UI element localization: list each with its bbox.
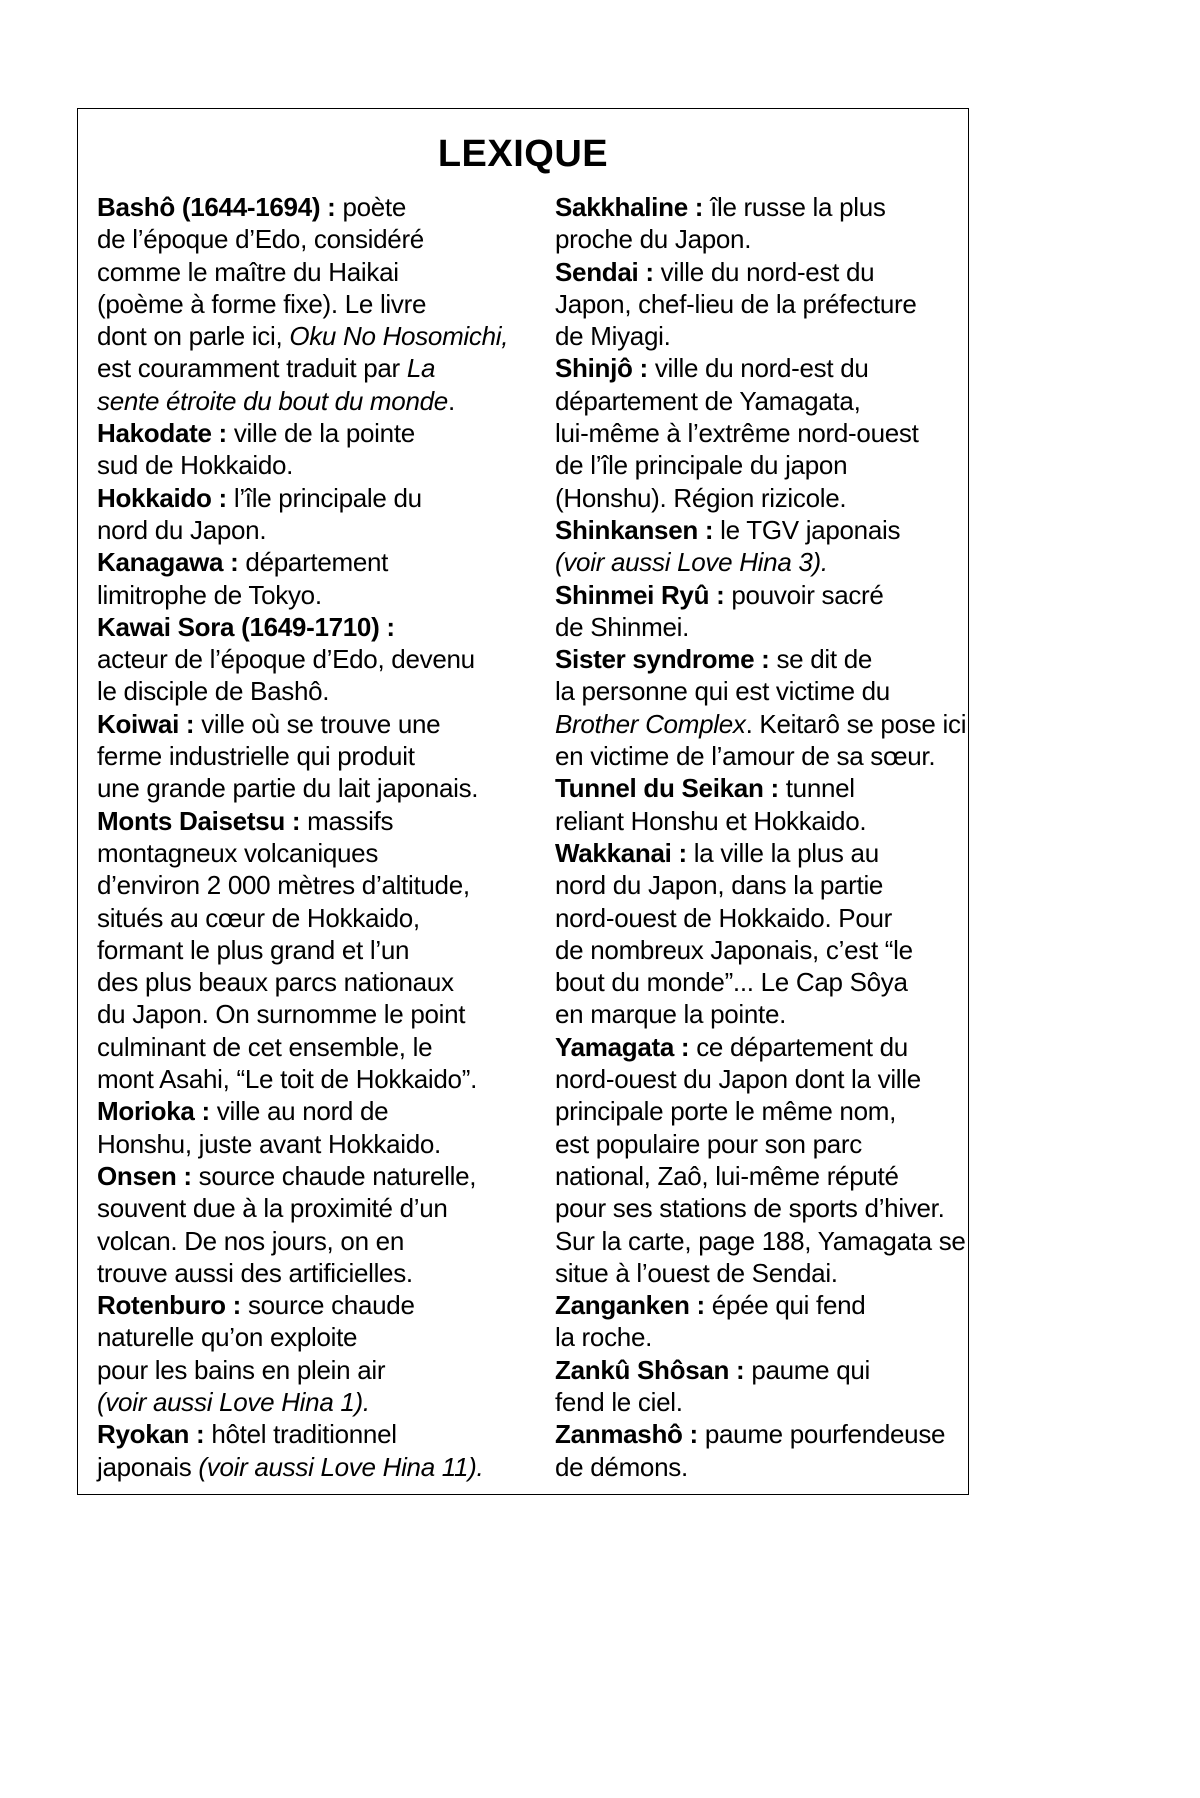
text-line <box>555 643 965 675</box>
text-line <box>555 256 965 288</box>
italic-text: (voir aussi Love Hina 3). <box>555 547 828 578</box>
text-line <box>555 1257 965 1289</box>
entry-text: département de Yamagata, <box>555 385 861 416</box>
text-line <box>97 805 537 837</box>
entry-text: est populaire pour son parc <box>555 1128 862 1159</box>
text-line <box>555 1321 965 1353</box>
right-column <box>555 191 965 1483</box>
entry-text: de l’époque d’Edo, considéré <box>97 224 424 255</box>
text-line <box>97 288 537 320</box>
entry-term: Zanganken : <box>555 1290 705 1321</box>
entry-text: pouvoir sacré <box>724 579 884 610</box>
text-line <box>97 385 537 417</box>
entry-text: ville de la pointe <box>226 418 415 449</box>
text-line <box>555 1289 965 1321</box>
entry-term: Sakkhaline : <box>555 192 704 222</box>
text-line <box>555 1451 965 1483</box>
text-line <box>97 1063 537 1095</box>
entry-text: situés au cœur de Hokkaido, <box>97 902 420 933</box>
entry-text: le disciple de Bashô. <box>97 676 330 707</box>
entry-term: Yamagata : <box>555 1031 690 1062</box>
text-line <box>555 740 965 772</box>
text-line <box>97 352 537 384</box>
text-line <box>97 320 537 352</box>
entry-text: . <box>447 385 455 416</box>
text-line <box>97 546 537 578</box>
entry-term: Kawai Sora (1649-1710) : <box>97 611 395 642</box>
entry-term: Koiwai : <box>97 708 195 739</box>
text-line <box>555 1095 965 1127</box>
text-line <box>555 514 965 546</box>
text-line <box>555 579 965 611</box>
text-line <box>97 966 537 998</box>
text-line <box>555 320 965 352</box>
text-line <box>555 1418 965 1450</box>
text-line <box>97 708 537 740</box>
text-line <box>555 1225 965 1257</box>
text-line <box>97 1386 537 1418</box>
entry-term: Morioka : <box>97 1096 210 1127</box>
text-line <box>555 1128 965 1160</box>
text-line <box>555 1386 965 1418</box>
entry-text: ville au nord de <box>209 1096 389 1127</box>
entry-text: lui-même à l’extrême nord-ouest <box>555 418 919 449</box>
entry-text: national, Zaô, lui-même réputé <box>555 1160 899 1191</box>
text-line <box>555 449 965 481</box>
text-line <box>555 288 965 320</box>
entry-text: . Keitarô se pose ici <box>745 708 967 739</box>
entry-text: tunnel <box>778 773 855 804</box>
entry-term: Tunnel du Seikan : <box>555 773 779 804</box>
entry-text: culminant de cet ensemble, le <box>97 1031 433 1062</box>
entry-text: nord du Japon, dans la partie <box>555 870 884 901</box>
text-line <box>97 256 537 288</box>
text-line <box>555 546 965 578</box>
entry-text: limitrophe de Tokyo. <box>97 579 322 610</box>
entry-term: Shinjô : <box>555 353 648 384</box>
entry-term: Sister syndrome : <box>555 644 770 675</box>
italic-text: Brother Complex <box>555 708 746 739</box>
entry-text: volcan. De nos jours, on en <box>97 1225 404 1256</box>
entry-text: hôtel traditionnel <box>204 1419 397 1450</box>
entry-text: souvent due à la proximité d’un <box>97 1193 448 1224</box>
text-line <box>555 902 965 934</box>
text-line <box>97 1160 537 1192</box>
entry-text: naturelle qu’on exploite <box>97 1322 358 1353</box>
entry-text: du Japon. On surnomme le point <box>97 999 466 1030</box>
italic-text: La <box>406 353 436 384</box>
text-line <box>555 837 965 869</box>
entry-term: Kanagawa : <box>97 547 239 578</box>
text-line <box>555 708 965 740</box>
text-line <box>97 1128 537 1160</box>
entry-text: est couramment traduit par <box>97 353 407 384</box>
entry-term: Rotenburo : <box>97 1290 242 1321</box>
text-line <box>97 579 537 611</box>
entry-text: l’île principale du <box>226 482 422 513</box>
entry-text: comme le maître du Haikai <box>97 256 399 287</box>
entry-term: Sendai : <box>555 256 654 287</box>
text-line <box>97 1289 537 1321</box>
text-line <box>97 643 537 675</box>
entry-term: Hakodate : <box>97 418 227 449</box>
text-line <box>555 998 965 1030</box>
entry-text: nord du Japon. <box>97 514 267 545</box>
text-line <box>555 966 965 998</box>
text-line <box>555 1354 965 1386</box>
entry-text: la ville la plus au <box>686 837 879 868</box>
entry-text: épée qui fend <box>704 1290 866 1321</box>
text-line <box>555 1031 965 1063</box>
entry-text: situe à l’ouest de Sendai. <box>555 1257 838 1288</box>
text-line <box>555 1160 965 1192</box>
entry-text: le TGV japonais <box>713 514 901 545</box>
entry-term: Onsen : <box>97 1160 192 1191</box>
entry-text: d’environ 2 000 mètres d’altitude, <box>97 870 470 901</box>
entry-text: de démons. <box>555 1451 688 1482</box>
entry-term: Bashô (1644-1694) : <box>97 192 336 222</box>
entry-term: Shinmei Ryû : <box>555 579 725 610</box>
text-line <box>97 191 537 223</box>
entry-text: (poème à forme fixe). Le livre <box>97 288 427 319</box>
entry-text: acteur de l’époque d’Edo, devenu <box>97 644 475 675</box>
italic-text: (voir aussi Love Hina 11). <box>198 1451 484 1482</box>
entry-text: sud de Hokkaido. <box>97 450 294 481</box>
entry-text: de nombreux Japonais, c’est “le <box>555 934 913 965</box>
entry-text: ferme industrielle qui produit <box>97 741 415 772</box>
text-line <box>97 1192 537 1224</box>
text-line <box>97 1225 537 1257</box>
text-line <box>555 352 965 384</box>
text-line <box>97 223 537 255</box>
text-line <box>97 740 537 772</box>
entry-text: mont Asahi, “Le toit de Hokkaido”. <box>97 1064 478 1095</box>
entry-text: paume qui <box>744 1354 871 1385</box>
text-line <box>555 869 965 901</box>
italic-text: sente étroite du bout du monde <box>97 385 448 416</box>
text-line <box>555 385 965 417</box>
entry-text: ville du nord-est du <box>647 353 869 384</box>
entry-text: de Miyagi. <box>555 321 671 352</box>
left-column <box>97 191 537 1483</box>
entry-text: nord-ouest du Japon dont la ville <box>555 1064 921 1095</box>
page-title: LEXIQUE <box>437 133 609 175</box>
entry-text: se dit de <box>769 644 873 675</box>
text-line <box>97 675 537 707</box>
entry-text: une grande partie du lait japonais. <box>97 773 479 804</box>
text-line <box>97 482 537 514</box>
text-line <box>97 869 537 901</box>
text-line <box>97 998 537 1030</box>
entry-text: nord-ouest de Hokkaido. Pour <box>555 902 893 933</box>
entry-text: dont on parle ici, <box>97 321 290 352</box>
text-line <box>97 772 537 804</box>
entry-term: Zankû Shôsan : <box>555 1354 745 1385</box>
entry-text: département <box>238 547 389 578</box>
entry-text: de Shinmei. <box>555 611 689 642</box>
entry-text: pour les bains en plein air <box>97 1354 386 1385</box>
entry-text: en marque la pointe. <box>555 999 787 1030</box>
text-line <box>555 934 965 966</box>
entry-text: reliant Honshu et Hokkaido. <box>555 805 867 836</box>
text-line <box>97 1257 537 1289</box>
entry-text: pour ses stations de sports d’hiver. <box>555 1193 945 1224</box>
text-line <box>97 1451 537 1483</box>
entry-text: ville du nord-est du <box>653 256 875 287</box>
entry-term: Ryokan : <box>97 1419 205 1450</box>
text-line <box>555 611 965 643</box>
entry-text: montagneux volcaniques <box>97 837 379 868</box>
entry-text: fend le ciel. <box>555 1386 683 1417</box>
text-line <box>97 1321 537 1353</box>
entry-term: Monts Daisetsu : <box>97 805 301 836</box>
text-line <box>97 417 537 449</box>
entry-text: japonais <box>97 1451 199 1482</box>
entry-text: massifs <box>300 805 394 836</box>
text-line <box>555 482 965 514</box>
text-line <box>97 934 537 966</box>
text-line <box>97 1418 537 1450</box>
entry-text: île russe la plus <box>703 192 886 222</box>
text-line <box>97 1031 537 1063</box>
text-line <box>555 191 965 223</box>
entry-term: Wakkanai : <box>555 837 687 868</box>
italic-text: Oku No Hosomichi, <box>289 321 509 352</box>
text-line <box>555 1063 965 1095</box>
entry-text: proche du Japon. <box>555 224 752 255</box>
entry-text: trouve aussi des artificielles. <box>97 1257 413 1288</box>
entry-term: Shinkansen : <box>555 514 714 545</box>
entry-text: la roche. <box>555 1322 653 1353</box>
text-line <box>555 772 965 804</box>
text-line <box>97 837 537 869</box>
text-line <box>97 902 537 934</box>
entry-text: principale porte le même nom, <box>555 1096 897 1127</box>
text-line <box>97 514 537 546</box>
entry-text: paume pourfendeuse <box>697 1419 946 1450</box>
entry-text: Honshu, juste avant Hokkaido. <box>97 1128 441 1159</box>
entry-text: ce département du <box>689 1031 908 1062</box>
entry-term: Zanmashô : <box>555 1419 698 1450</box>
text-line <box>97 611 537 643</box>
entry-text: bout du monde”... Le Cap Sôya <box>555 967 908 998</box>
entry-term: Hokkaido : <box>97 482 227 513</box>
text-line <box>97 1095 537 1127</box>
entry-text: ville où se trouve une <box>194 708 441 739</box>
italic-text: (voir aussi Love Hina 1). <box>97 1386 370 1417</box>
text-line <box>555 223 965 255</box>
entry-text: la personne qui est victime du <box>555 676 890 707</box>
text-line <box>555 675 965 707</box>
text-line <box>555 1192 965 1224</box>
entry-text: source chaude naturelle, <box>191 1160 477 1191</box>
entry-text: Japon, chef-lieu de la préfecture <box>555 288 917 319</box>
text-line <box>555 805 965 837</box>
entry-text: Sur la carte, page 188, Yamagata se <box>555 1225 966 1256</box>
entry-text: formant le plus grand et l’un <box>97 934 410 965</box>
text-line <box>97 1354 537 1386</box>
text-line <box>97 449 537 481</box>
entry-text: en victime de l’amour de sa sœur. <box>555 741 936 772</box>
entry-text: poète <box>335 192 407 222</box>
entry-text: (Honshu). Région rizicole. <box>555 482 847 513</box>
text-line <box>555 417 965 449</box>
entry-text: de l’île principale du japon <box>555 450 848 481</box>
entry-text: source chaude <box>241 1290 415 1321</box>
entry-text: des plus beaux parcs nationaux <box>97 967 454 998</box>
